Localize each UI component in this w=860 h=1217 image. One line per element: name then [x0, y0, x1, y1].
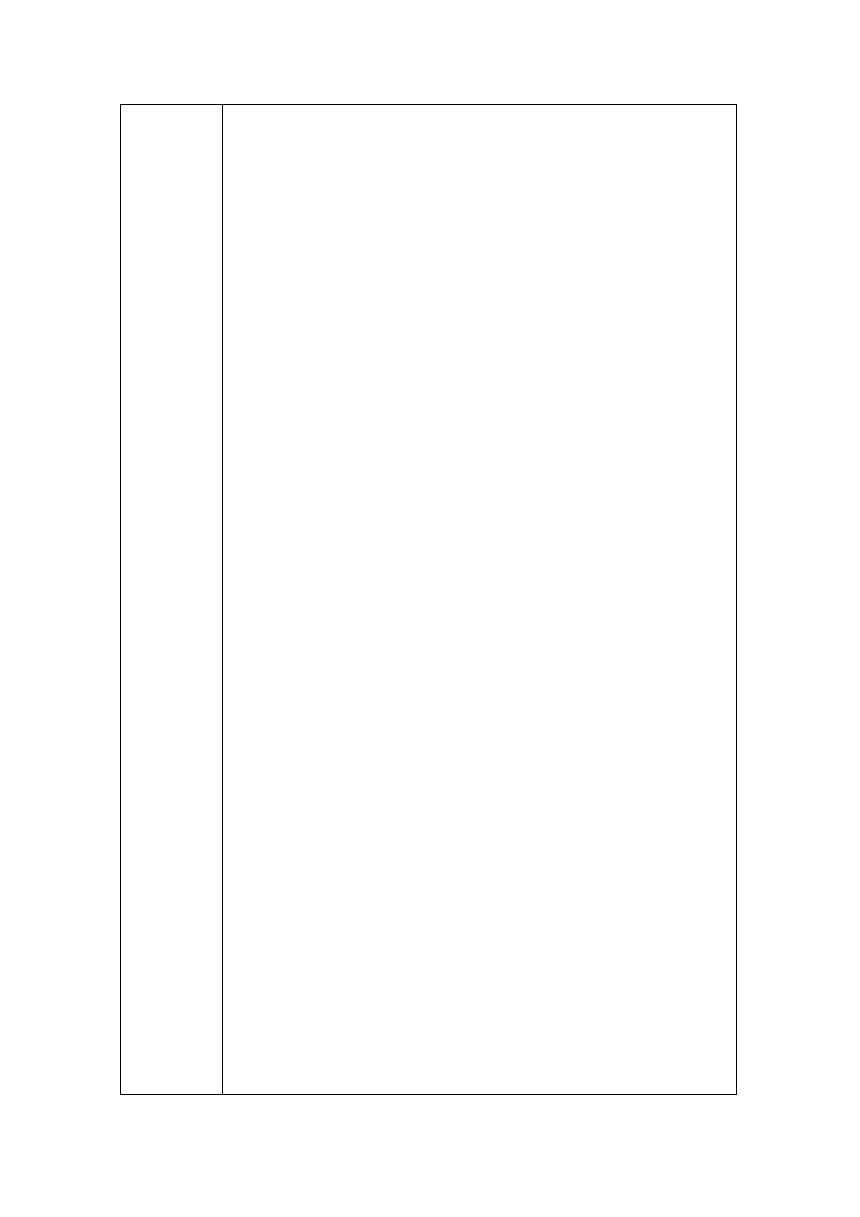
left-column-cell [121, 105, 223, 1094]
lesson-table [120, 104, 737, 1095]
